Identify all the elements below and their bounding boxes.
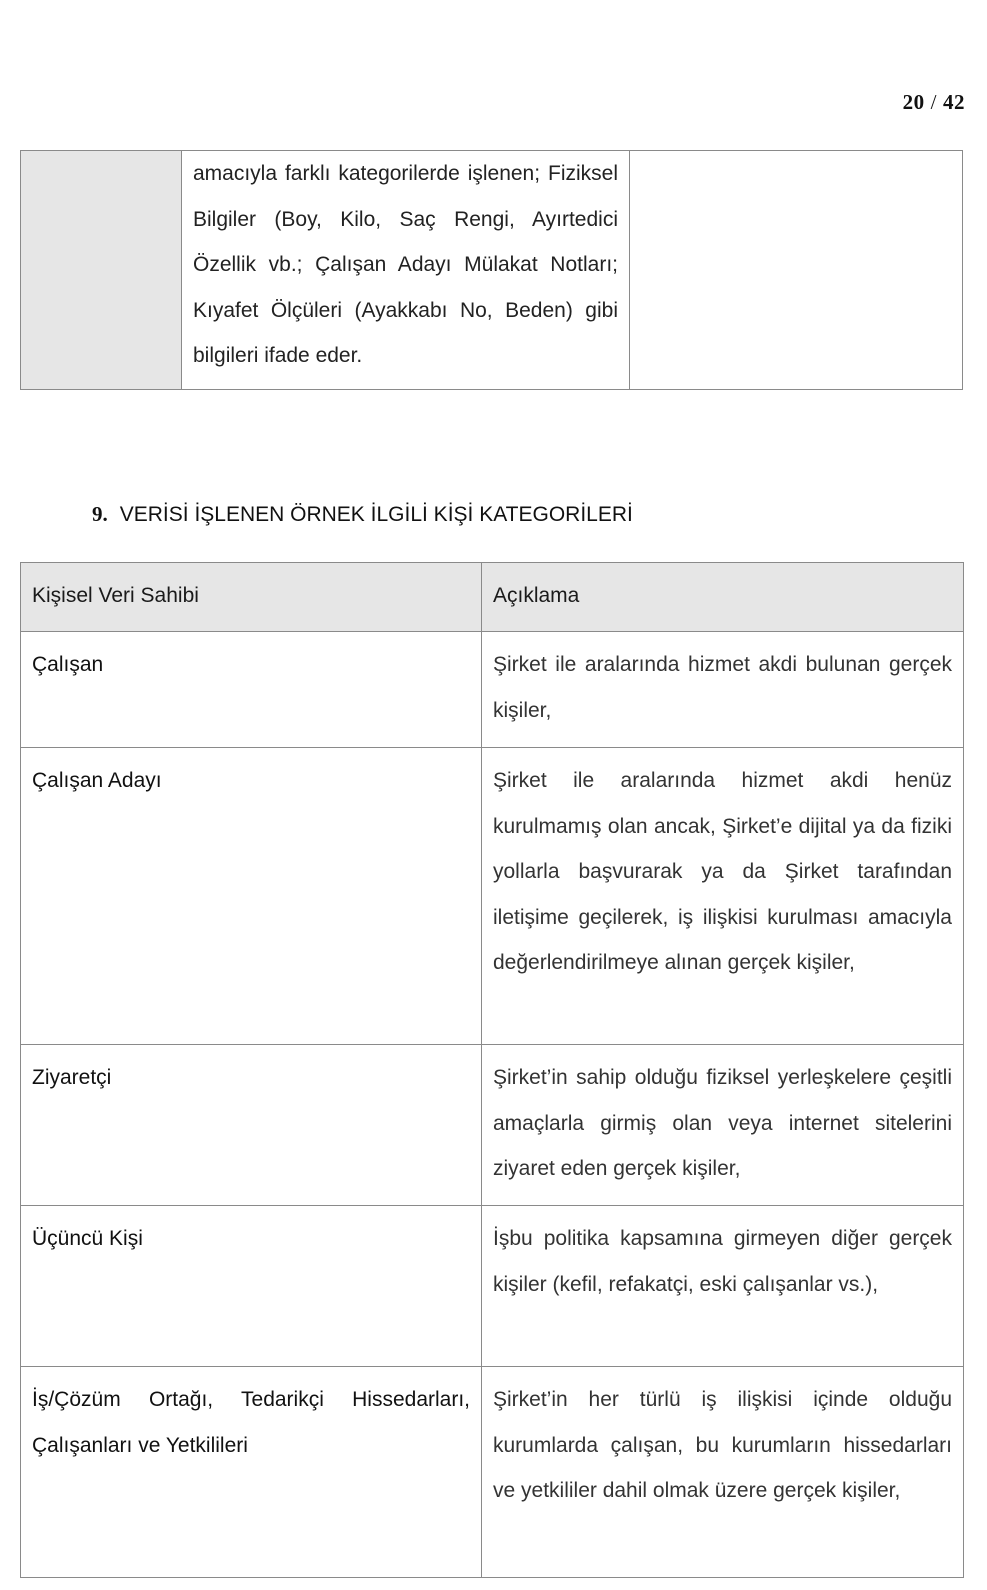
page-number xyxy=(903,90,965,115)
header-description: Açıklama xyxy=(482,563,964,632)
data-subject-categories-table xyxy=(20,562,964,1578)
row-person: İş/Çözüm Ortağı, Tedarikçi Hissedarları, Çalışanları ve Yetkilileri xyxy=(21,1367,482,1578)
page-current: 20 xyxy=(902,90,925,114)
row-person: Çalışan Adayı xyxy=(21,748,482,1045)
row-person: Çalışan xyxy=(21,632,482,748)
continuation-table xyxy=(20,150,963,390)
row-description: Şirket ile aralarında hizmet akdi bulunan gerçek kişiler, xyxy=(482,632,964,748)
table-row xyxy=(21,632,964,748)
row-description: Şirket’in sahip olduğu fiziksel yerleşkelere çeşitli amaçlarla girmiş olan veya internet sitelerini ziyaret eden gerçek kişiler, xyxy=(482,1045,964,1206)
table-row xyxy=(21,1367,964,1578)
table-row xyxy=(21,748,964,1045)
continuation-empty-cell xyxy=(630,151,963,390)
page-total: 42 xyxy=(943,90,965,114)
section-number: 9. xyxy=(92,502,108,526)
row-person: Üçüncü Kişi xyxy=(21,1206,482,1367)
header-data-subject: Kişisel Veri Sahibi xyxy=(21,563,482,632)
continuation-description-cell xyxy=(182,151,630,390)
row-description: Şirket ile aralarında hizmet akdi henüz kurulmamış olan ancak, Şirket’e dijital ya da fiziki yollarla başvurarak ya da Şirket tarafından iletişime geçilerek, iş ilişkisi kurulması amacıyla değerlendirilmeye alınan gerçek kişiler, xyxy=(482,748,964,1045)
table-row xyxy=(21,1045,964,1206)
continuation-category-cell xyxy=(21,151,182,390)
row-description: İşbu politika kapsamına girmeyen diğer gerçek kişiler (kefil, refakatçi, eski çalışanlar vs.), xyxy=(482,1206,964,1367)
table-row xyxy=(21,1206,964,1367)
continuation-row xyxy=(21,151,963,390)
table-header-row xyxy=(21,563,964,632)
section-heading xyxy=(92,502,633,527)
row-description: Şirket’in her türlü iş ilişkisi içinde olduğu kurumlarda çalışan, bu kurumların hissedarları ve yetkililer dahil olmak üzere gerçek kişiler, xyxy=(482,1367,964,1578)
section-title: VERİSİ İŞLENEN ÖRNEK İLGİLİ KİŞİ KATEGORİLERİ xyxy=(119,503,633,526)
continuation-text: amacıyla farklı kategorilerde işlenen; Fiziksel Bilgiler (Boy, Kilo, Saç Rengi, Ayırtedici Özellik vb.; Çalışan Adayı Mülakat Notları; Kıyafet Ölçüleri (Ayakkabı No, Beden) gibi bilgileri ifade eder. xyxy=(193,162,618,367)
row-person: Ziyaretçi xyxy=(21,1045,482,1206)
page-separator: / xyxy=(930,90,937,114)
